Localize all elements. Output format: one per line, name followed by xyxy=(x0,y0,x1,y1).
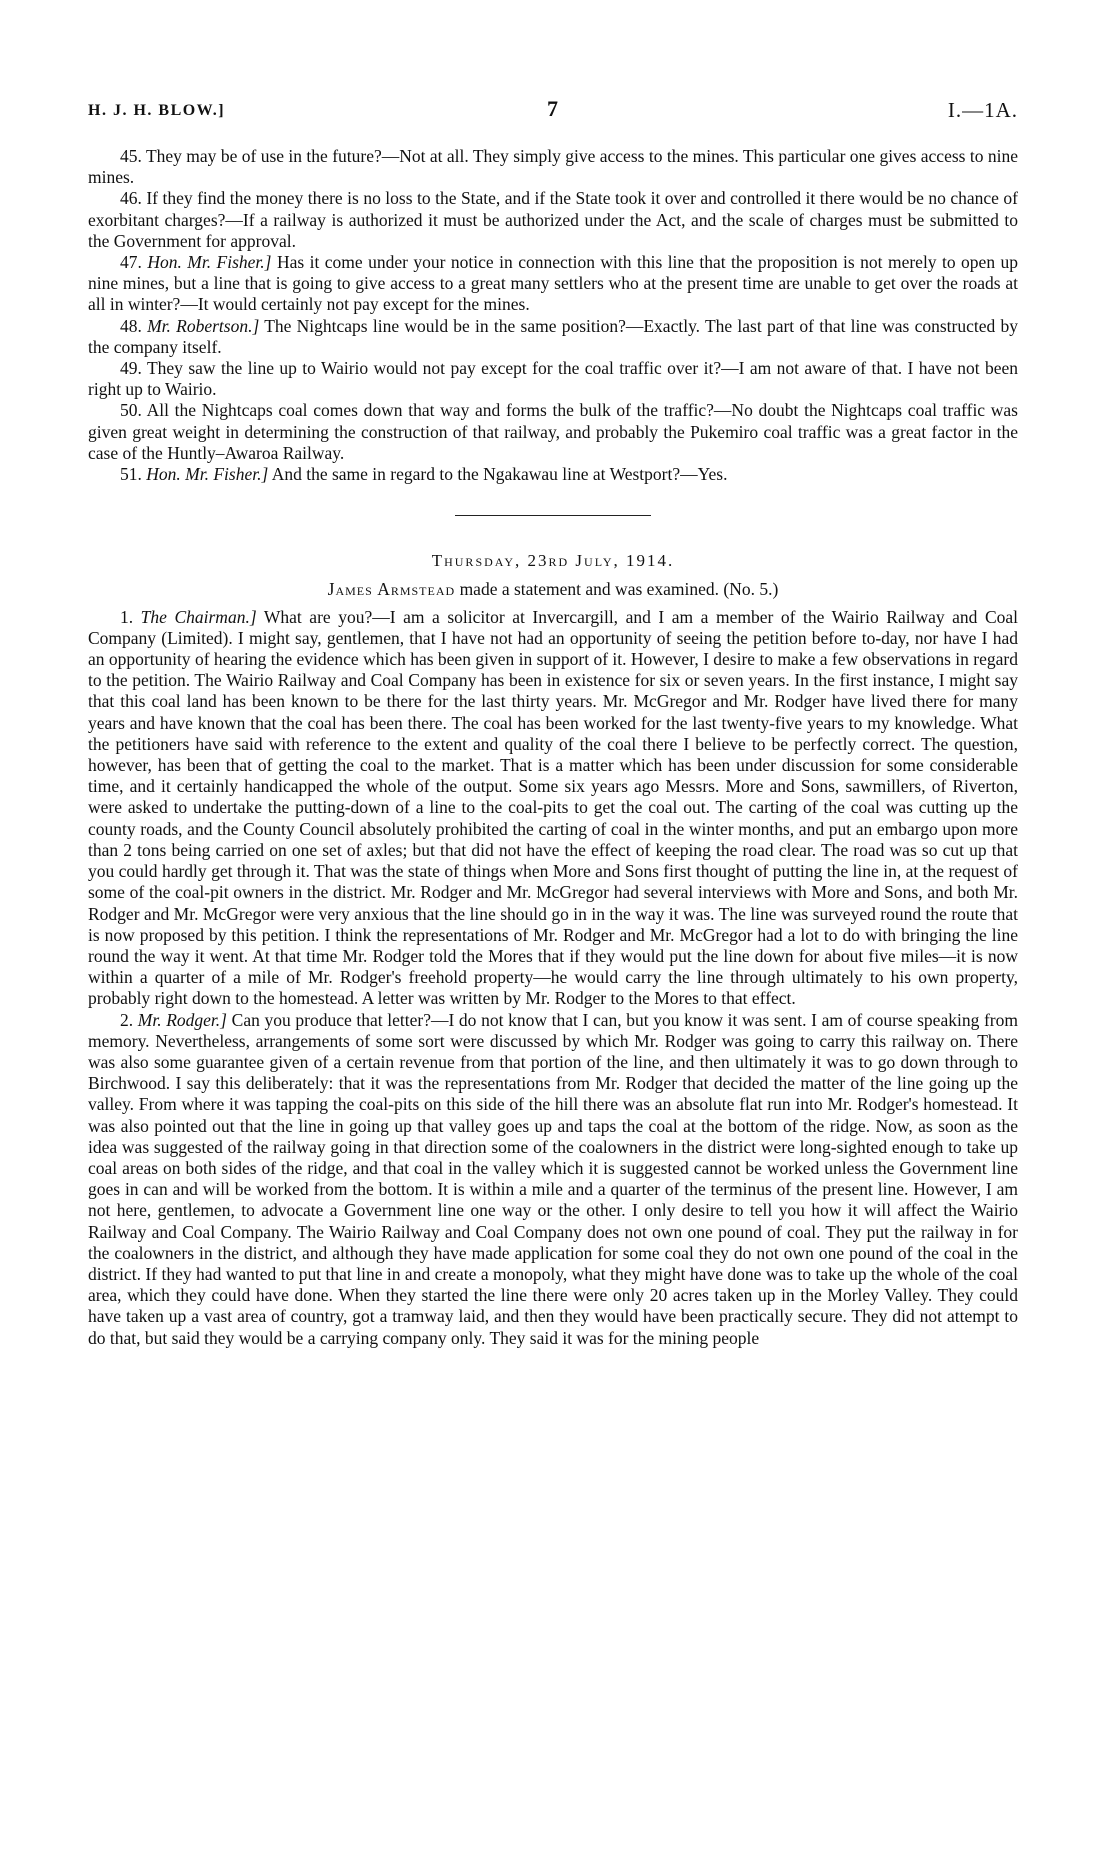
question-number: 50. xyxy=(120,400,142,421)
speaker-label: Mr. Robertson.] xyxy=(147,315,260,336)
document-body xyxy=(88,146,1018,1349)
page-number: 7 xyxy=(547,96,559,121)
question-number: 46. xyxy=(120,188,142,209)
speaker-label: The Chairman.] xyxy=(140,606,257,627)
witness-name: James Armstead xyxy=(327,579,456,600)
question-46 xyxy=(88,188,1018,252)
question-text: They may be of use in the future?—Not at all. They simply give access to the mines. This particular one gives access to nine mines. xyxy=(88,146,1018,188)
question-number: 51. xyxy=(120,464,142,485)
header-witness: H. J. H. BLOW.] xyxy=(88,102,226,119)
question-text: Can you produce that letter?—I do not know that I can, but you know it was sent. I am of course speaking from memory. Nevertheless, arrangements of some sort were discussed by which Mr. Rodger was going to carry this railway on. There was also some guarantee given of a certain revenue from that portion of the line, and then ultimately it was to go down through to Birchwood. I say this deliberately: that it was the representations from Mr. Rodger that decided the matter of the line going up the valley. From where it was tapping the coal-pits on this side of the hill there was an absolute flat run into Mr. Rodger's homestead. It was also pointed out that the line in going up that valley goes up and taps the coal at the bottom of the ridge. Now, as soon as the idea was suggested of the railway going in that direction some of the coalowners in the district were long-sighted enough to take up coal areas on both sides of the ridge, and that coal in the valley which it is suggested cannot be worked unless the Government line goes in can and will be worked from the bottom. It is within a mile and a quarter of the terminus of the present line. However, I am not here, gentlemen, to advocate a Government line one way or the other. I only desire to tell you how it will affect the Wairio Railway and Coal Company. The Wairio Railway and Coal Company does not own one pound of coal. They put the railway in for the coalowners in the district, and although they have made application for some coal they do not own one pound of the coal in the district. If they had wanted to put that line in and create a monopoly, what they might have done was to take up the whole of the coal area, which they could have done. When they started the line there were only 20 acres taken up in the Morley Valley. They could have taken up a vast area of country, got a tramway laid, and then they would have been practically secure. They did not attempt to do that, but said they would be a carrying company only. They said it was for the mining people xyxy=(88,1009,1018,1348)
witness-introduction xyxy=(88,579,1018,600)
running-header xyxy=(88,96,1018,126)
question-number: 49. xyxy=(120,358,142,379)
question-48 xyxy=(88,316,1018,358)
section-new-witness xyxy=(88,550,1018,1349)
section-evidence-continued xyxy=(88,146,1018,485)
session-date-heading: Thursday, 23rd July, 1914. xyxy=(431,551,675,571)
question-number: 47. xyxy=(120,252,142,273)
question-2 xyxy=(88,1010,1018,1349)
question-45 xyxy=(88,146,1018,188)
witness-statement: made a statement and was examined. (No. 5.) xyxy=(459,579,779,600)
question-text: All the Nightcaps coal comes down that way and forms the bulk of the traffic?—No doubt the Nightcaps coal traffic was given great weight in determining the construction of that railway, and probably the Pukemiro coal traffic was a great factor in the case of the Huntly–Awaroa Railway. xyxy=(88,400,1018,463)
question-number: 2. xyxy=(120,1009,134,1030)
question-47 xyxy=(88,252,1018,316)
speaker-label: Hon. Mr. Fisher.] xyxy=(147,252,272,273)
question-50 xyxy=(88,400,1018,464)
question-text: The Nightcaps line would be in the same position?—Exactly. The last part of that line was constructed by the company itself. xyxy=(88,315,1019,357)
question-51 xyxy=(88,464,1018,485)
question-49 xyxy=(88,358,1018,400)
question-number: 48. xyxy=(120,315,142,336)
document-page xyxy=(88,96,1018,1349)
question-text: Has it come under your notice in connection with this line that the proposition is not merely to open up nine mines, but a line that is going to give access to a great many settlers who at the present time are unable to get over the roads at all in winter?—It would certainly not pay except for the mines. xyxy=(88,252,1019,315)
speaker-label: Hon. Mr. Fisher.] xyxy=(146,464,269,485)
question-number: 45. xyxy=(120,146,142,166)
question-text: What are you?—I am a solicitor at Invercargill, and I am a member of the Wairio Railway and Coal Company (Limited). I might say, gentlemen, that I have not had an opportunity of seeing the petition before to-day, nor have I had an opportunity of hearing the evidence which has been given in support of it. However, I desire to make a few observations in regard to the petition. The Wairio Railway and Coal Company has been in existence for six or seven years. In the first instance, I might say that this coal land has been known to be there for the last thirty years. Mr. McGregor and Mr. Rodger have lived there for many years and have known that the coal has been there. The coal has been worked for the last twenty-five years to my knowledge. What the petitioners have said with reference to the extent and quality of the coal there I believe to be perfectly correct. The question, however, has been that of getting the coal to the market. That is a matter which has been under discussion for some considerable time, and it certainly handicapped the whole of the output. Some six years ago Messrs. More and Sons, sawmillers, of Riverton, were asked to undertake the putting-down of a line to the coal-pits to get the coal out. The carting of the coal was cutting up the county roads, and the County Council absolutely prohibited the carting of coal in the winter months, and put an embargo upon more than 2 tons being carried on one set of axles; but that did not have the effect of keeping the road clear. The road was so cut up that you could hardly get through it. That was the state of things when More and Sons first thought of putting the line in, at the request of some of the coal-pit owners in the district. Mr. Rodger and Mr. McGregor had several interviews with More and Sons, and both Mr. Rodger and Mr. McGregor were very anxious that the line should go in in the way it was. The line was surveyed round the route that is now proposed by this petition. I think the representations of Mr. Rodger and Mr. McGregor had a lot to do with bringing the line round the way it went. At that time Mr. Rodger told the Mores that if they would put the line down for about five miles—it is now within a quarter of a mile of Mr. Rodger's freehold property—he would carry the line through ultimately to his own property, probably right down to the homestead. A letter was written by Mr. Rodger to the Mores to that effect. xyxy=(88,606,1019,1009)
section-divider xyxy=(455,515,651,516)
header-reference: I.—1A. xyxy=(947,98,1018,122)
question-text: They saw the line up to Wairio would not pay except for the coal traffic over it?—I am not aware of that. I have not been right up to Wairio. xyxy=(88,358,1018,400)
question-text: And the same in regard to the Ngakawau line at Westport?—Yes. xyxy=(271,464,728,485)
question-number: 1. xyxy=(120,606,134,627)
question-1 xyxy=(88,607,1018,1010)
speaker-label: Mr. Rodger.] xyxy=(137,1009,227,1030)
question-text: If they find the money there is no loss to the State, and if the State took it over and controlled it there would be no chance of exorbitant charges?—If a railway is authorized it must be authorized under the Act, and the scale of charges must be submitted to the Government for approval. xyxy=(88,188,1019,251)
